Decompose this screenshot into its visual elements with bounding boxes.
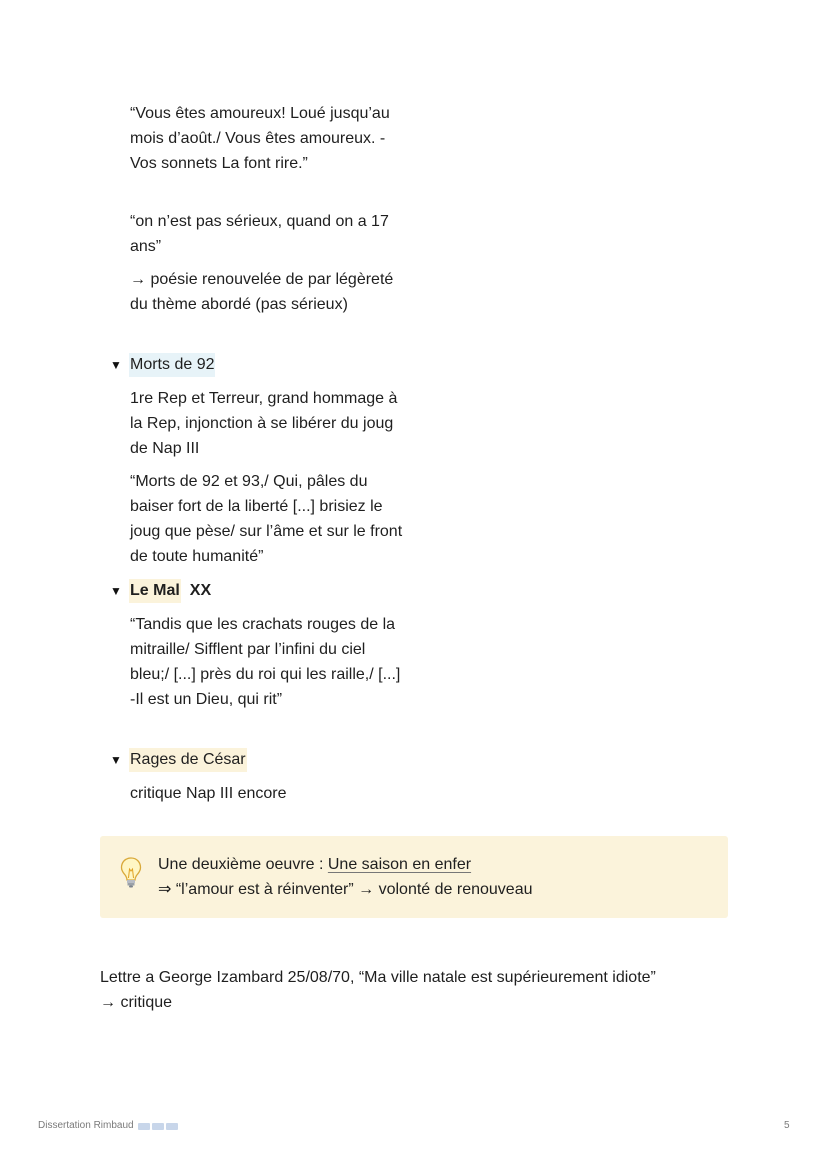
toggle-morts-de-92[interactable] (110, 353, 215, 377)
triangle-down-icon[interactable]: ▼ (110, 753, 122, 767)
triangle-down-icon[interactable]: ▼ (110, 584, 122, 598)
quote-amoureux: “Vous êtes amoureux! Loué jusqu’au mois d’août./ Vous êtes amoureux. - Vos sonnets La font rire.” (130, 105, 390, 172)
toggle-body-quote: “Tandis que les crachats rouges de la mitraille/ Sifflent par l’infini du ciel bleu;/ [...] près du roi qui les raille,/ [...] -Il est un Dieu, qui rit” (130, 616, 401, 708)
callout-line-1 (158, 853, 471, 877)
toggle-rages-de-cesar[interactable] (110, 748, 247, 772)
toggle-suffix: XX (189, 582, 212, 599)
callout-box (100, 836, 728, 918)
toggle-body-text: critique Nap III encore (130, 785, 287, 802)
footer-page-number: 5 (784, 1120, 790, 1131)
toggle-body-text: 1re Rep et Terreur, grand hommage à la Rep, injonction à se libérer du joug de Nap III (130, 390, 398, 457)
note-poesie: → poésie renouvelée de par légèreté du thème abordé (pas sérieux) (130, 271, 394, 313)
quote-serieux: “on n’est pas sérieux, quand on a 17 ans” (130, 213, 389, 255)
link-une-saison-en-enfer[interactable]: Une saison en enfer (327, 856, 472, 873)
callout-line-2: ⇒ “l’amour est à réinventer” → volonté de renouveau (158, 881, 533, 898)
toggle-title: Le Mal (129, 579, 181, 603)
paragraph-line-1: Lettre a George Izambard 25/08/70, “Ma ville natale est supérieurement idiote” (100, 969, 656, 986)
paragraph-line-2: → critique (100, 994, 173, 1011)
toggle-body-quote: “Morts de 92 et 93,/ Qui, pâles du baiser fort de la liberté [...] brisiez le joug que pèse/ sur l’âme et sur le front de toute humanité” (130, 473, 403, 565)
paragraph-lettre (100, 965, 740, 1015)
toggle-le-mal[interactable] (110, 579, 211, 603)
footer-title-text: Dissertation Rimbaud (38, 1120, 134, 1131)
lightbulb-icon (119, 856, 143, 890)
emoji-glyphs-icon (137, 1121, 179, 1131)
toggle-title: Morts de 92 (129, 353, 215, 377)
toggle-title: Rages de César (129, 748, 247, 772)
callout-prefix: Une deuxième oeuvre : (158, 856, 328, 873)
footer-document-title (38, 1120, 179, 1131)
triangle-down-icon[interactable]: ▼ (110, 358, 122, 372)
